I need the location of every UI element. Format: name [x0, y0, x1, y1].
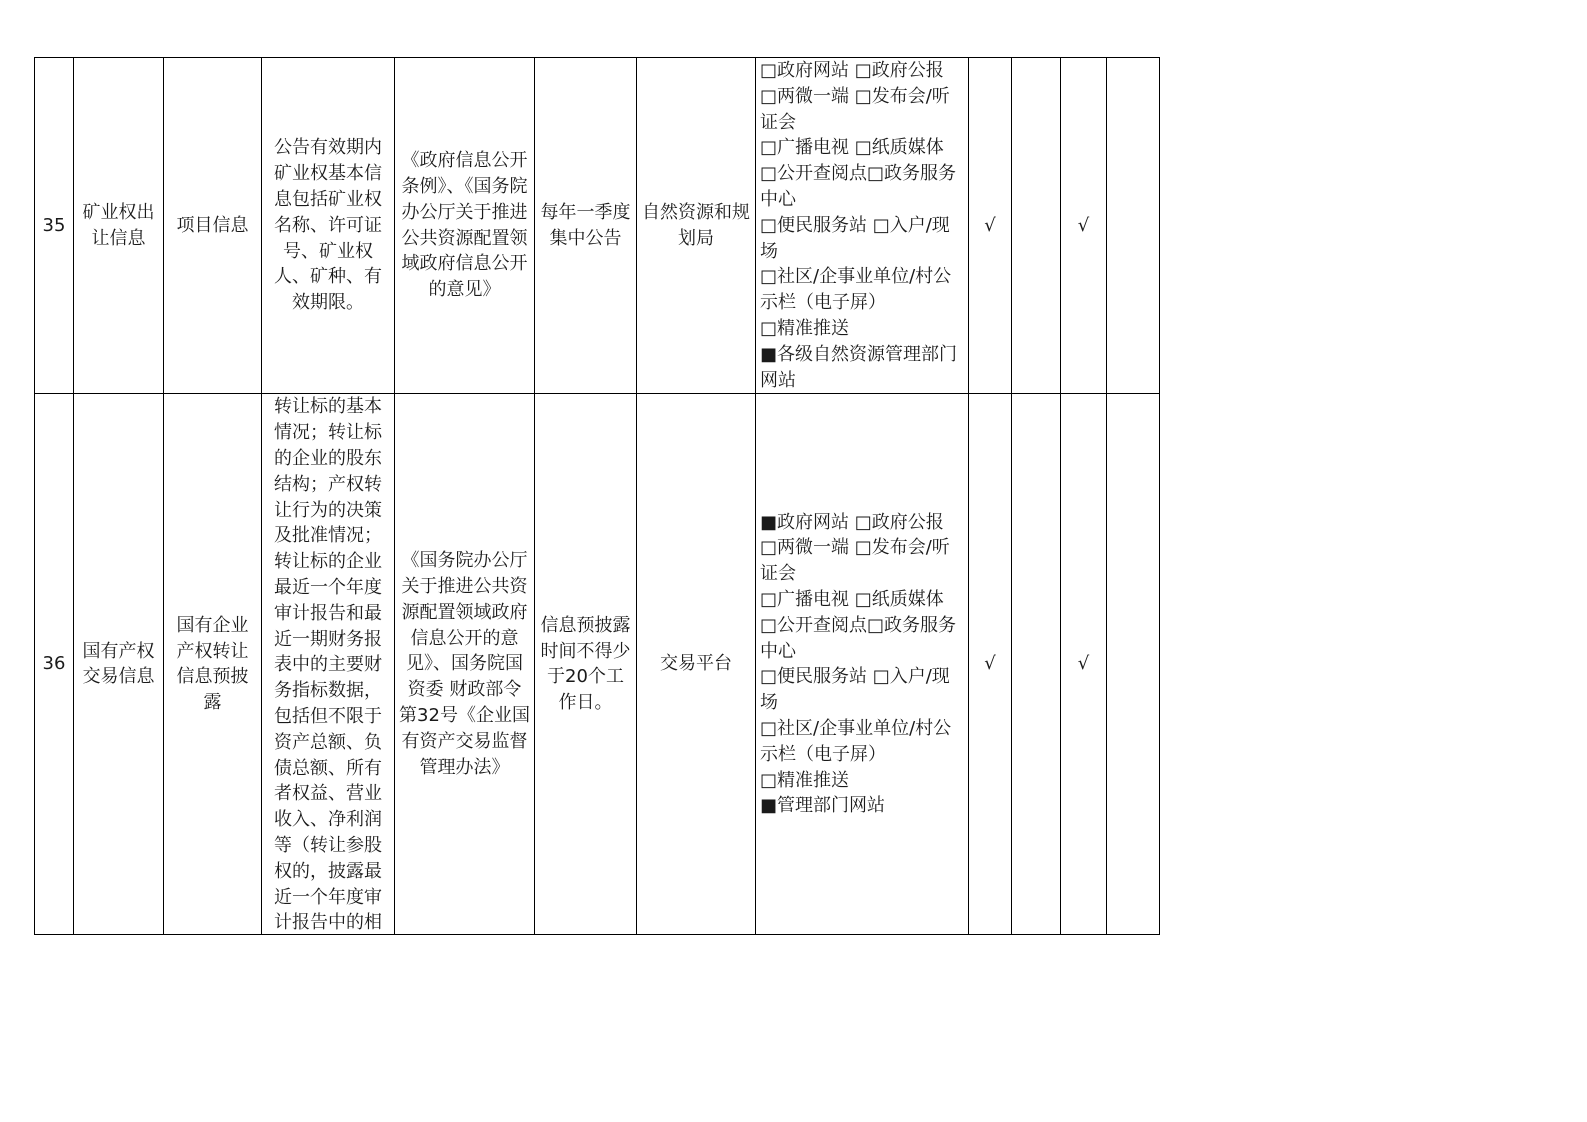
channel-line: ■管理部门网站 — [760, 795, 886, 817]
basis-cell: 《政府信息公开条例》、《国务院办公厅关于推进公共资源配置领域政府信息公开的意见》 — [395, 58, 535, 394]
row-number: 36 — [35, 394, 74, 935]
subcategory-cell: 项目信息 — [164, 58, 262, 394]
channels-cell — [756, 394, 969, 935]
content-text: 转让标的基本情况；转让标的企业的股东结构；产权转让行为的决策及批准情况；转让标的企业最近一个年度审计报告和最近一期财务报表中的主要财务指标数据，包括但不限于资产总额、负债总额、所有者权益、营业收入、净利润等（转让参股权的，披露最近一个年度审计报告中的相 — [274, 396, 382, 933]
disclosure-table — [34, 57, 1160, 935]
subcategory-cell: 国有企业产权转让信息预披露 — [164, 394, 262, 935]
empty-mark — [1012, 394, 1061, 935]
channel-line: □广播电视 □纸质媒体 — [760, 137, 944, 159]
channel-line: □公开查阅点□政务服务中心 — [760, 614, 957, 662]
channel-line: □便民服务站 □入户/现场 — [760, 666, 950, 714]
empty-mark — [1107, 394, 1160, 935]
check-mark: √ — [1061, 58, 1107, 394]
channel-line: □便民服务站 □入户/现场 — [760, 214, 950, 262]
row-number: 35 — [35, 58, 74, 394]
time-limit-cell: 每年一季度集中公告 — [535, 58, 637, 394]
time-limit-cell: 信息预披露时间不得少于20个工作日。 — [535, 394, 637, 935]
basis-cell: 《国务院办公厅关于推进公共资源配置领域政府信息公开的意见》、国务院国资委 财政部令第32号《企业国有资产交易监督管理办法》 — [395, 394, 535, 935]
table-row — [35, 394, 1160, 935]
empty-mark — [1107, 58, 1160, 394]
table-row — [35, 58, 1160, 394]
responsible-body-cell: 交易平台 — [637, 394, 756, 935]
channel-line: □精准推送 — [760, 317, 850, 339]
check-mark: √ — [969, 394, 1012, 935]
check-mark: √ — [1061, 394, 1107, 935]
channel-line: □社区/企事业单位/村公示栏（电子屏） — [760, 717, 952, 765]
responsible-body-cell: 自然资源和规划局 — [637, 58, 756, 394]
channels-cell — [756, 58, 969, 394]
content-cell: 公告有效期内矿业权基本信息包括矿业权名称、许可证号、矿业权人、矿种、有效期限。 — [262, 58, 395, 394]
content-cell — [262, 394, 395, 935]
channel-line: □公开查阅点□政务服务中心 — [760, 163, 957, 210]
channel-line: □广播电视 □纸质媒体 — [760, 588, 944, 610]
check-mark: √ — [969, 58, 1012, 394]
category-cell: 矿业权出让信息 — [74, 58, 164, 394]
channel-line: □政府网站 □政府公报 — [760, 60, 944, 81]
channel-line: □两微一端 □发布会/听证会 — [760, 537, 950, 585]
channel-line: □社区/企事业单位/村公示栏（电子屏） — [760, 266, 952, 314]
channel-line: ■政府网站 □政府公报 — [760, 511, 944, 533]
channel-line: □两微一端 □发布会/听证会 — [760, 85, 950, 133]
channel-line: □精准推送 — [760, 769, 850, 791]
channel-line: ■各级自然资源管理部门网站 — [760, 343, 958, 391]
category-cell: 国有产权交易信息 — [74, 394, 164, 935]
empty-mark — [1012, 58, 1061, 394]
